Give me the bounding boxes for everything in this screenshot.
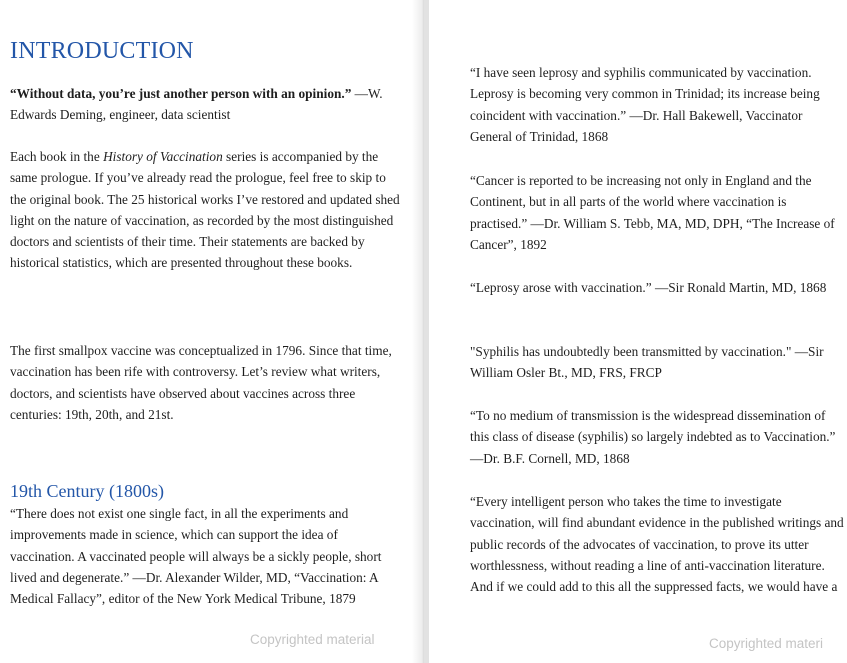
- quote-osler: "Syphilis has undoubtedly been transmitted by vaccination." —Sir William Osler Bt., MD, FRS, FRCP: [470, 344, 824, 381]
- epigraph-attribution: —W. Edwards Deming, engineer, data scientist: [10, 86, 383, 123]
- quote-wilder: “There does not exist one single fact, in all the experiments and improvements made in science, which can support the idea of vaccination. A vaccinated people will always be a sickly people, short lived and degenerate.” —Dr. Alexander Wilder, MD, “Vaccination: A Medical Fallacy”, editor of the New York Medical Tribune, 1879: [10, 506, 382, 607]
- copyright-watermark: Copyrighted material: [250, 632, 375, 647]
- page-title: INTRODUCTION: [10, 38, 194, 64]
- quote-block-3: [470, 277, 846, 298]
- epigraph: [10, 83, 402, 126]
- para2-text: The first smallpox vaccine was conceptualized in 1796. Since that time, vaccination has been rife with controversy. Let’s review what writers, doctors, and scientists have observed about vaccines across three centuries: 19th, 20th, and 21st.: [10, 343, 392, 422]
- quote-martin: “Leprosy arose with vaccination.” —Sir Ronald Martin, MD, 1868: [470, 280, 827, 295]
- quote-tebb: “Cancer is reported to be increasing not only in England and the Continent, but in all parts of the world where vaccination is practised.” —Dr. William S. Tebb, MA, MD, DPH, “The Increase of Cancer”, 1892: [470, 173, 835, 252]
- intro-paragraph-2: [10, 340, 402, 425]
- quote-block-6: [470, 491, 846, 597]
- quote-cornell: “To no medium of transmission is the widespread dissemination of this class of disease (syphilis) so largely indebted as to Vaccination.” —Dr. B.F. Cornell, MD, 1868: [470, 408, 836, 466]
- copyright-watermark: Copyrighted materi: [709, 636, 824, 651]
- quote-block-4: [470, 341, 846, 384]
- quote-block-1: [470, 62, 846, 147]
- para1-after: series is accompanied by the same prologue. If you’ve already read the prologue, feel free to skip to the original book. The 25 historical works I’ve restored and updated shed light on the nature of vaccination, as recorded by the most distinguished doctors and scientists of their time. Their statements are backed by historical statistics, which are presented throughout these books.: [10, 149, 400, 271]
- right-page: [429, 0, 847, 663]
- quote-block-2: [470, 170, 846, 255]
- para1-before: Each book in the: [10, 149, 104, 164]
- quote-continued: “Every intelligent person who takes the time to investigate vaccination, will find abundant evidence in the published writings and public records of the advocates of vaccination, to prove its utter worthlessness, without reading a line of anti-vaccination literature. And if we could add to this all the suppressed facts, we would have a: [470, 494, 844, 595]
- section-19th-century: [10, 479, 402, 609]
- quote-block-5: [470, 405, 846, 469]
- intro-paragraph-1: [10, 146, 402, 274]
- section-heading: 19th Century (1800s): [10, 481, 164, 501]
- series-name: History of Vaccination: [103, 149, 223, 164]
- quote-bakewell: “I have seen leprosy and syphilis communicated by vaccination. Leprosy is becoming very common in Trinidad; its increase being coincident with vaccination.” —Dr. Hall Bakewell, Vaccinator General of Trinidad, 1868: [470, 65, 820, 144]
- epigraph-quote: “Without data, you’re just another person with an opinion.”: [10, 86, 352, 101]
- left-page: [0, 0, 418, 663]
